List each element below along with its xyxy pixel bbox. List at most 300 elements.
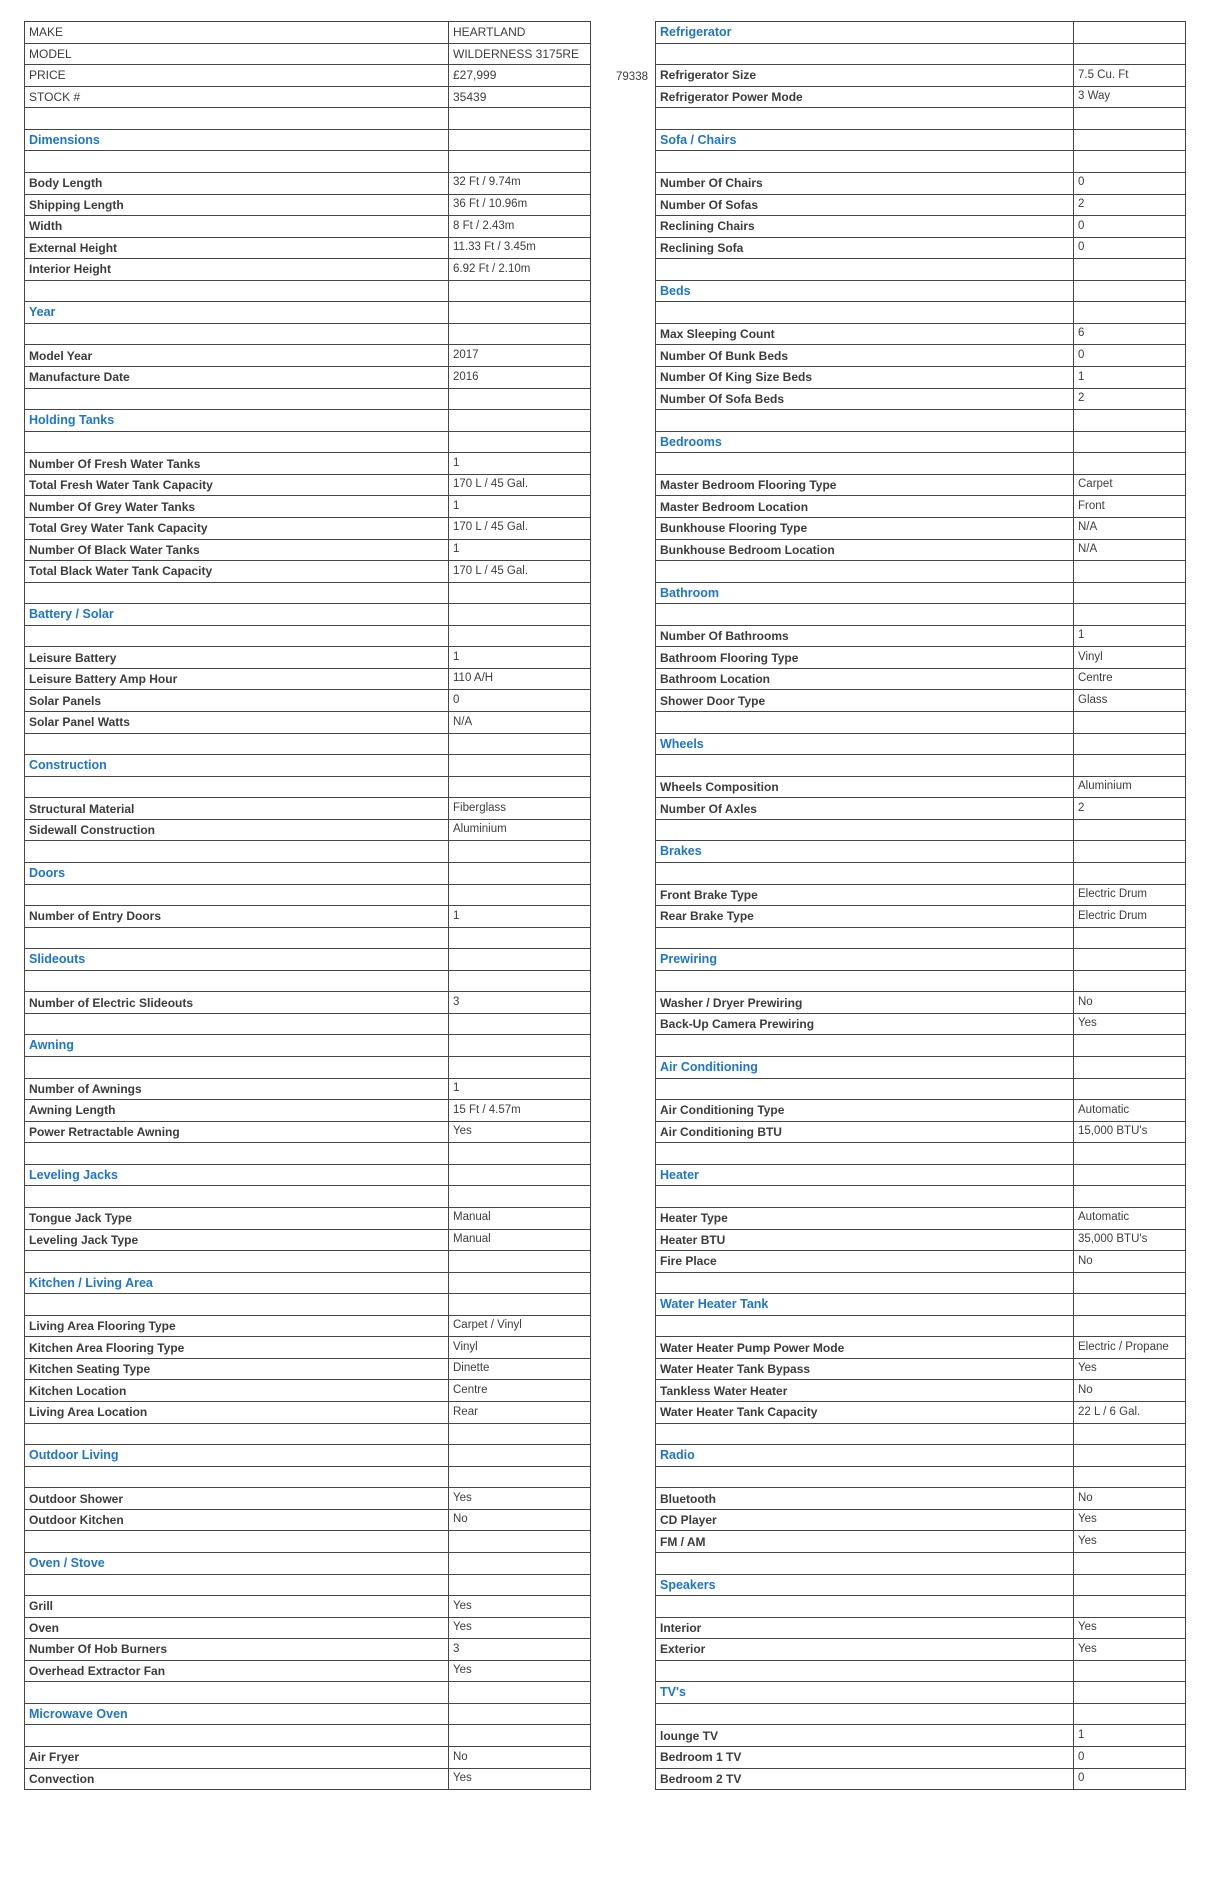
spec-value-cell: Yes	[449, 1596, 591, 1618]
spec-row	[25, 1207, 591, 1229]
spec-label-cell	[25, 280, 449, 302]
spec-label-cell	[25, 1682, 449, 1704]
spec-label-cell	[656, 43, 1074, 65]
section-header-row	[25, 1552, 591, 1574]
spec-label-cell: Air Conditioning BTU	[656, 1121, 1074, 1143]
section-title: Heater	[656, 1164, 1074, 1186]
section-header-row	[656, 841, 1186, 863]
spec-value-cell: 6	[1074, 323, 1186, 345]
blank-row	[25, 1466, 591, 1488]
spec-value-cell	[1074, 1186, 1186, 1208]
spec-value-cell	[449, 410, 591, 432]
blank-row	[656, 43, 1186, 65]
spec-value-cell: Electric / Propane	[1074, 1337, 1186, 1359]
spec-value-cell	[1074, 431, 1186, 453]
spec-value-cell: 36 Ft / 10.96m	[449, 194, 591, 216]
spec-label-cell	[25, 1251, 449, 1273]
spec-label-cell	[656, 1660, 1074, 1682]
spec-label-cell: Bathroom Flooring Type	[656, 647, 1074, 669]
spec-row	[656, 1229, 1186, 1251]
spec-row	[656, 388, 1186, 410]
spec-row	[656, 625, 1186, 647]
section-header-row	[25, 1272, 591, 1294]
spec-label-cell: Max Sleeping Count	[656, 323, 1074, 345]
spec-label-cell	[656, 151, 1074, 173]
spec-value-cell	[449, 1164, 591, 1186]
spec-value-cell: No	[1074, 1251, 1186, 1273]
section-title: Refrigerator	[656, 22, 1074, 44]
spec-value-cell: N/A	[449, 712, 591, 734]
spec-row	[656, 776, 1186, 798]
spec-row	[25, 453, 591, 475]
spec-label-cell	[656, 453, 1074, 475]
blank-row	[656, 1272, 1186, 1294]
spec-value-cell	[1074, 129, 1186, 151]
spec-label-cell	[656, 410, 1074, 432]
spec-value-cell: Centre	[449, 1380, 591, 1402]
spec-row	[25, 1078, 591, 1100]
spec-value-cell	[449, 1682, 591, 1704]
spec-value-cell	[1074, 1035, 1186, 1057]
spec-value-cell: Yes	[449, 1488, 591, 1510]
blank-row	[25, 280, 591, 302]
spec-label-cell: Master Bedroom Location	[656, 496, 1074, 518]
spec-label-cell	[25, 1574, 449, 1596]
spec-row	[25, 1402, 591, 1424]
spec-label-cell: Refrigerator Size	[656, 65, 1074, 87]
spec-value-cell: 0	[1074, 1768, 1186, 1790]
spec-row	[25, 690, 591, 712]
spec-label-cell	[25, 1423, 449, 1445]
spec-label-cell	[656, 1315, 1074, 1337]
spec-value-cell: N/A	[1074, 517, 1186, 539]
section-header-row	[656, 1294, 1186, 1316]
spec-value-cell: 0	[1074, 172, 1186, 194]
spec-value-cell: Yes	[1074, 1531, 1186, 1553]
blank-row	[656, 410, 1186, 432]
spec-row	[25, 517, 591, 539]
spec-label-cell: Heater BTU	[656, 1229, 1074, 1251]
blank-row	[656, 1186, 1186, 1208]
spec-value-cell: Vinyl	[1074, 647, 1186, 669]
section-title: Battery / Solar	[25, 604, 449, 626]
spec-label-cell	[656, 970, 1074, 992]
spec-row	[25, 345, 591, 367]
spec-label-cell: Number of Awnings	[25, 1078, 449, 1100]
spec-label-cell	[25, 776, 449, 798]
spec-value-cell	[449, 1423, 591, 1445]
spec-label-cell: Number Of Axles	[656, 798, 1074, 820]
spec-value-cell	[1074, 862, 1186, 884]
blank-row	[656, 1660, 1186, 1682]
blank-row	[25, 323, 591, 345]
spec-row	[25, 474, 591, 496]
spec-row	[25, 194, 591, 216]
spec-label-cell: Solar Panel Watts	[25, 712, 449, 734]
spec-value-cell: 3	[449, 1639, 591, 1661]
spec-value-cell	[1074, 1445, 1186, 1467]
spec-label-cell	[25, 1466, 449, 1488]
section-header-row	[25, 129, 591, 151]
spec-label-cell: Fire Place	[656, 1251, 1074, 1273]
spec-label-cell	[656, 1552, 1074, 1574]
spec-value-cell	[449, 1445, 591, 1467]
spec-label-cell	[656, 1143, 1074, 1165]
spec-label-cell: Number of Entry Doors	[25, 906, 449, 928]
spec-value-cell: Yes	[1074, 1509, 1186, 1531]
spec-row	[656, 906, 1186, 928]
spec-row	[656, 517, 1186, 539]
spec-value-cell	[449, 862, 591, 884]
spec-value-cell	[449, 625, 591, 647]
spec-label-cell: Water Heater Tank Capacity	[656, 1402, 1074, 1424]
spec-label-cell: Number Of Black Water Tanks	[25, 539, 449, 561]
spec-label-cell: MODEL	[25, 43, 449, 65]
section-title: Radio	[656, 1445, 1074, 1467]
spec-value-cell: Electric Drum	[1074, 884, 1186, 906]
spec-row	[25, 1337, 591, 1359]
spec-value-cell	[449, 280, 591, 302]
spec-value-cell	[1074, 733, 1186, 755]
spec-value-cell	[449, 1013, 591, 1035]
spec-row	[656, 216, 1186, 238]
spec-row	[25, 1660, 591, 1682]
spec-value-cell: 1	[449, 496, 591, 518]
section-title: Prewiring	[656, 949, 1074, 971]
section-title: Oven / Stove	[25, 1552, 449, 1574]
spec-value-cell	[449, 776, 591, 798]
spec-label-cell	[656, 755, 1074, 777]
spec-value-cell	[1074, 949, 1186, 971]
spec-value-cell	[1074, 1660, 1186, 1682]
spec-label-cell: Number Of Fresh Water Tanks	[25, 453, 449, 475]
blank-row	[25, 625, 591, 647]
blank-row	[25, 1574, 591, 1596]
spec-label-cell	[25, 970, 449, 992]
blank-row	[656, 1035, 1186, 1057]
section-header-row	[25, 949, 591, 971]
spec-value-cell: 0	[1074, 237, 1186, 259]
spec-label-cell: FM / AM	[656, 1531, 1074, 1553]
section-title: Leveling Jacks	[25, 1164, 449, 1186]
spec-value-cell: 8 Ft / 2.43m	[449, 216, 591, 238]
spec-row	[656, 647, 1186, 669]
spec-label-cell: Reclining Sofa	[656, 237, 1074, 259]
right-spec-table	[655, 21, 1186, 1790]
spec-value-cell	[1074, 841, 1186, 863]
spec-label-cell: Shipping Length	[25, 194, 449, 216]
spec-value-cell: 1	[1074, 367, 1186, 389]
spec-row	[656, 474, 1186, 496]
spec-row	[25, 561, 591, 583]
spec-value-cell: Yes	[1074, 1617, 1186, 1639]
spec-value-cell: Yes	[449, 1121, 591, 1143]
spec-label-cell	[25, 1143, 449, 1165]
spec-value-cell: Yes	[449, 1617, 591, 1639]
spec-row	[656, 86, 1186, 108]
spec-row	[656, 1639, 1186, 1661]
spec-label-cell: CD Player	[656, 1509, 1074, 1531]
spec-label-cell: Interior Height	[25, 259, 449, 281]
spec-label-cell	[25, 1531, 449, 1553]
spec-label-cell	[656, 712, 1074, 734]
spec-label-cell: Number Of Grey Water Tanks	[25, 496, 449, 518]
right-spec-table-body	[656, 22, 1186, 1790]
spec-value-cell	[1074, 561, 1186, 583]
section-header-row	[25, 1703, 591, 1725]
blank-row	[656, 1315, 1186, 1337]
spec-value-cell: 0	[1074, 1747, 1186, 1769]
spec-value-cell: Automatic	[1074, 1207, 1186, 1229]
spec-value-cell: No	[1074, 992, 1186, 1014]
spec-value-cell	[1074, 1078, 1186, 1100]
spec-row	[656, 1768, 1186, 1790]
spec-row	[25, 1229, 591, 1251]
spec-label-cell: Heater Type	[656, 1207, 1074, 1229]
spec-value-cell	[449, 1574, 591, 1596]
spec-label-cell: Bunkhouse Flooring Type	[656, 517, 1074, 539]
spec-row	[656, 690, 1186, 712]
blank-row	[25, 1294, 591, 1316]
section-header-row	[25, 604, 591, 626]
blank-row	[656, 108, 1186, 130]
spec-value-cell	[1074, 1703, 1186, 1725]
spec-value-cell: 35,000 BTU's	[1074, 1229, 1186, 1251]
blank-row	[25, 151, 591, 173]
spec-value-cell: 0	[1074, 216, 1186, 238]
spec-label-cell	[656, 927, 1074, 949]
section-title: Bathroom	[656, 582, 1074, 604]
spec-value-cell: £27,999	[449, 65, 591, 87]
spec-value-cell	[1074, 712, 1186, 734]
blank-row	[656, 151, 1186, 173]
spec-label-cell: Front Brake Type	[656, 884, 1074, 906]
section-title: TV's	[656, 1682, 1074, 1704]
section-title: Kitchen / Living Area	[25, 1272, 449, 1294]
spec-label-cell: Overhead Extractor Fan	[25, 1660, 449, 1682]
spec-value-cell: 1	[449, 906, 591, 928]
spec-value-cell: No	[449, 1509, 591, 1531]
spec-value-cell	[449, 970, 591, 992]
spec-label-cell: Interior	[656, 1617, 1074, 1639]
spec-label-cell: Leisure Battery Amp Hour	[25, 668, 449, 690]
spec-value-cell	[449, 108, 591, 130]
spec-value-cell	[1074, 151, 1186, 173]
spec-label-cell: Number Of Sofa Beds	[656, 388, 1074, 410]
spec-value-cell: 1	[449, 1078, 591, 1100]
spec-value-cell: Yes	[1074, 1358, 1186, 1380]
blank-row	[656, 1466, 1186, 1488]
section-title: Slideouts	[25, 949, 449, 971]
blank-row	[25, 1251, 591, 1273]
section-header-row	[656, 129, 1186, 151]
spec-value-cell: Automatic	[1074, 1100, 1186, 1122]
blank-row	[656, 1703, 1186, 1725]
spec-value-cell: Front	[1074, 496, 1186, 518]
spec-value-cell: 170 L / 45 Gal.	[449, 517, 591, 539]
spec-value-cell	[1074, 604, 1186, 626]
spec-row	[25, 1596, 591, 1618]
spec-label-cell: Bathroom Location	[656, 668, 1074, 690]
spec-row	[25, 172, 591, 194]
spec-row	[25, 1100, 591, 1122]
spec-value-cell	[449, 1035, 591, 1057]
spec-value-cell: 2	[1074, 194, 1186, 216]
spec-value-cell: 7.5 Cu. Ft	[1074, 65, 1186, 87]
spec-row	[25, 1639, 591, 1661]
section-header-row	[656, 949, 1186, 971]
spec-value-cell	[449, 927, 591, 949]
spec-value-cell	[449, 388, 591, 410]
spec-value-cell	[1074, 1272, 1186, 1294]
spec-value-cell	[449, 733, 591, 755]
spec-label-cell: Refrigerator Power Mode	[656, 86, 1074, 108]
spec-row	[656, 1725, 1186, 1747]
blank-row	[656, 259, 1186, 281]
spec-value-cell: Yes	[449, 1768, 591, 1790]
spec-value-cell: 22 L / 6 Gal.	[1074, 1402, 1186, 1424]
spec-value-cell: 35439	[449, 86, 591, 108]
spec-row	[25, 992, 591, 1014]
spec-label-cell: Living Area Flooring Type	[25, 1315, 449, 1337]
spec-value-cell	[449, 755, 591, 777]
spec-label-cell: Power Retractable Awning	[25, 1121, 449, 1143]
spec-value-cell	[449, 1251, 591, 1273]
spec-label-cell	[25, 323, 449, 345]
spec-row	[656, 798, 1186, 820]
spec-label-cell	[25, 1057, 449, 1079]
blank-row	[656, 1552, 1186, 1574]
spec-label-cell	[25, 841, 449, 863]
spec-value-cell: 1	[449, 539, 591, 561]
spec-value-cell	[1074, 1315, 1186, 1337]
spec-value-cell	[1074, 1682, 1186, 1704]
spec-value-cell	[1074, 582, 1186, 604]
spec-label-cell	[25, 733, 449, 755]
spec-row	[25, 1315, 591, 1337]
spec-label-cell: Body Length	[25, 172, 449, 194]
spec-value-cell: Centre	[1074, 668, 1186, 690]
spec-value-cell: No	[449, 1747, 591, 1769]
spec-label-cell: Manufacture Date	[25, 367, 449, 389]
spec-row	[656, 1358, 1186, 1380]
spec-label-cell	[25, 625, 449, 647]
spec-value-cell	[1074, 819, 1186, 841]
spec-row	[25, 798, 591, 820]
spec-label-cell: Wheels Composition	[656, 776, 1074, 798]
spec-value-cell	[1074, 970, 1186, 992]
blank-row	[25, 733, 591, 755]
section-header-row	[656, 22, 1186, 44]
spec-value-cell	[1074, 1552, 1186, 1574]
spec-value-cell: 15 Ft / 4.57m	[449, 1100, 591, 1122]
spec-label-cell: Number Of Hob Burners	[25, 1639, 449, 1661]
spec-label-cell: Structural Material	[25, 798, 449, 820]
spec-row	[656, 1100, 1186, 1122]
spec-value-cell: 170 L / 45 Gal.	[449, 474, 591, 496]
spec-value-cell	[449, 1272, 591, 1294]
spec-row	[656, 194, 1186, 216]
spec-row	[656, 65, 1186, 87]
blank-row	[25, 970, 591, 992]
section-title: Holding Tanks	[25, 410, 449, 432]
spec-label-cell	[656, 259, 1074, 281]
spec-row	[656, 345, 1186, 367]
spec-value-cell: Fiberglass	[449, 798, 591, 820]
spec-row	[656, 1207, 1186, 1229]
blank-row	[25, 927, 591, 949]
spec-value-cell	[449, 884, 591, 906]
spec-label-cell: Air Conditioning Type	[656, 1100, 1074, 1122]
spec-value-cell: 1	[449, 647, 591, 669]
spec-label-cell: Leveling Jack Type	[25, 1229, 449, 1251]
spec-value-cell	[1074, 22, 1186, 44]
blank-row	[25, 1531, 591, 1553]
section-title: Awning	[25, 1035, 449, 1057]
section-header-row	[656, 733, 1186, 755]
spec-label-cell: STOCK #	[25, 86, 449, 108]
spec-value-cell: 0	[1074, 345, 1186, 367]
spec-row	[25, 539, 591, 561]
left-spec-table-body	[25, 22, 591, 1790]
spec-row	[656, 992, 1186, 1014]
spec-row	[25, 1358, 591, 1380]
spec-value-cell: Yes	[449, 1660, 591, 1682]
spec-label-cell: Water Heater Pump Power Mode	[656, 1337, 1074, 1359]
spec-value-cell: HEARTLAND	[449, 22, 591, 44]
spec-label-cell: Water Heater Tank Bypass	[656, 1358, 1074, 1380]
spec-value-cell: 3	[449, 992, 591, 1014]
section-title: Microwave Oven	[25, 1703, 449, 1725]
section-title: Wheels	[656, 733, 1074, 755]
spec-label-cell	[656, 561, 1074, 583]
spec-value-cell	[1074, 43, 1186, 65]
spec-label-cell: Total Fresh Water Tank Capacity	[25, 474, 449, 496]
spec-row	[656, 1251, 1186, 1273]
spec-value-cell	[449, 1703, 591, 1725]
spec-row	[656, 884, 1186, 906]
spec-label-cell	[25, 1725, 449, 1747]
spec-value-cell	[1074, 1466, 1186, 1488]
spec-label-cell: Exterior	[656, 1639, 1074, 1661]
spec-value-cell: 1	[1074, 1725, 1186, 1747]
spec-label-cell	[25, 388, 449, 410]
spec-value-cell: 3 Way	[1074, 86, 1186, 108]
spec-label-cell: Living Area Location	[25, 1402, 449, 1424]
spec-value-cell	[449, 1057, 591, 1079]
blank-row	[656, 819, 1186, 841]
section-title: Brakes	[656, 841, 1074, 863]
spec-label-cell	[25, 1013, 449, 1035]
spec-value-cell	[1074, 1423, 1186, 1445]
spec-value-cell: Carpet / Vinyl	[449, 1315, 591, 1337]
spec-value-cell	[1074, 302, 1186, 324]
blank-row	[25, 388, 591, 410]
spec-label-cell: Convection	[25, 1768, 449, 1790]
spec-row	[25, 1747, 591, 1769]
spec-label-cell: Leisure Battery	[25, 647, 449, 669]
blank-row	[656, 1423, 1186, 1445]
section-header-row	[656, 431, 1186, 453]
left-spec-table	[24, 21, 591, 1790]
spec-value-cell	[1074, 1596, 1186, 1618]
spec-value-cell	[1074, 453, 1186, 475]
spec-value-cell	[1074, 259, 1186, 281]
spec-value-cell: Rear	[449, 1402, 591, 1424]
spec-label-cell: Number Of Bunk Beds	[656, 345, 1074, 367]
blank-row	[656, 302, 1186, 324]
spec-row	[656, 496, 1186, 518]
